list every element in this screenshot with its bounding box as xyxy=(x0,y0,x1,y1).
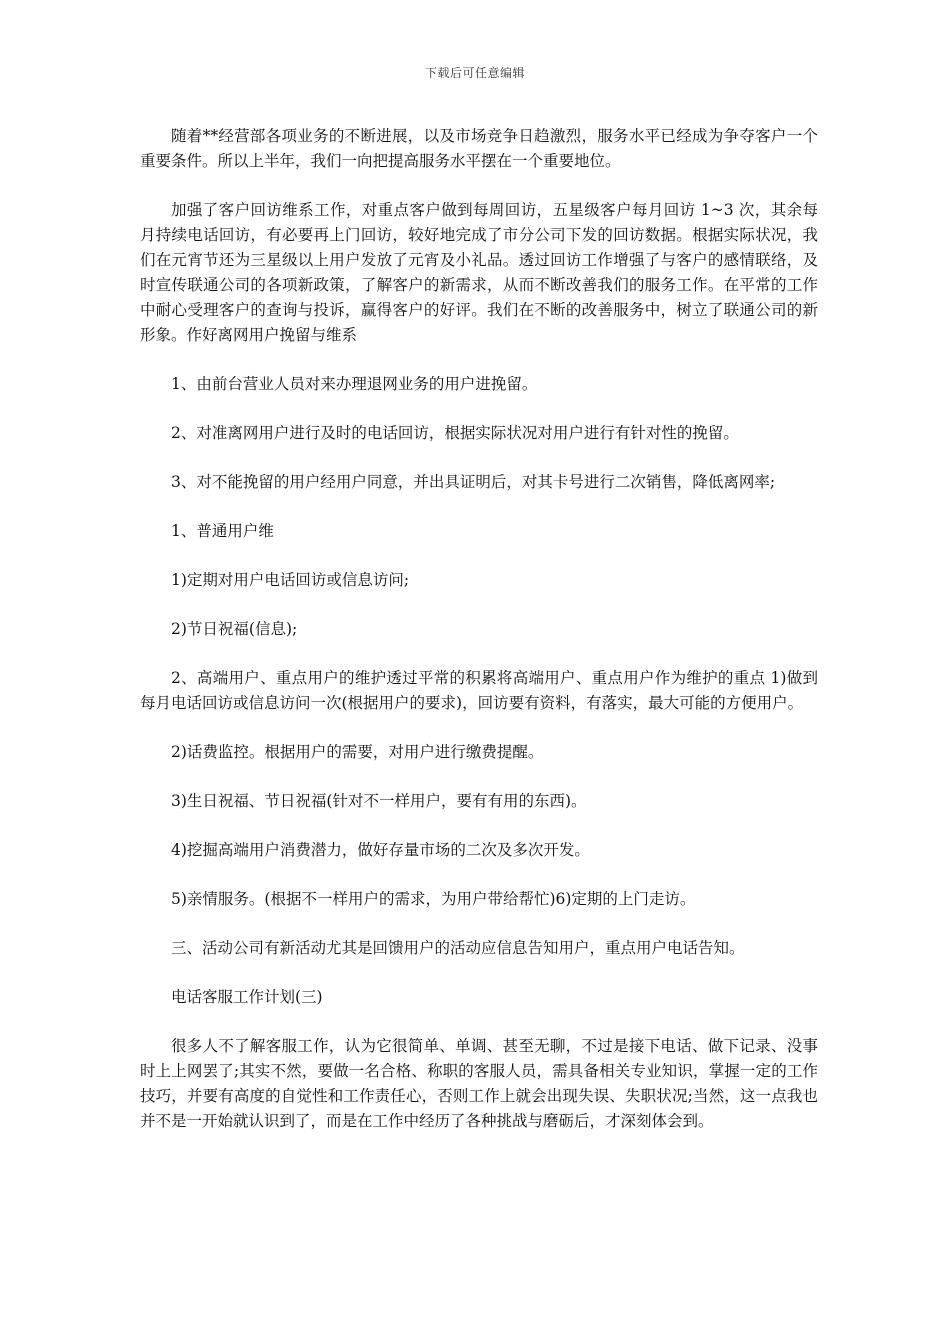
paragraph-service-reflection: 很多人不了解客服工作，认为它很简单、单调、甚至无聊，不过是接下电话、做下记录、没事时上上网罢了;其实不然，要做一名合格、称职的客服人员，需具备相关专业知识，掌握一定的工作技巧，并要有高度的自觉性和工作责任心，否则工作上就会出现失误、失职状况;当然，这一点我也并不是一开始就认识到了，而是在工作中经历了各种挑战与磨砺后，才深刻体会到。 xyxy=(140,1037,818,1130)
page-header: 下载后可任意编辑 xyxy=(424,66,525,80)
paragraph-high-end-5: 5)亲情服务。(根据不一样用户的需求，为用户带给帮忙)6)定期的上门走访。 xyxy=(171,890,696,908)
paragraph-high-end-users: 2、高端用户、重点用户的维护透过平常的积累将高端用户、重点用户作为维护的重点 1)做到每月电话回访或信息访问一次(根据用户的要求)，回访要有资料，有落实，最大可能的方便用户。 xyxy=(140,669,818,712)
paragraph-regular-users-2: 2)节日祝福(信息); xyxy=(171,620,298,638)
paragraph-customer-visits: 加强了客户回访维系工作，对重点客户做到每周回访，五星级客户每月回访 1~3 次，其余每月持续电话回访，有必要再上门回访，较好地完成了市分公司下发的回访数据。根据实际状况，我们在元宵节还为三星级以上用户发放了元宵及小礼品。透过回访工作增强了与客户的感情联络，及时宣传联通公司的各项新政策，了解客户的新需求，从而不断改善我们的服务工作。在平常的工作中耐心受理客户的查询与投诉，赢得客户的好评。我们在不断的改善服务中，树立了联通公司的新形象。作好离网用户挽留与维系 xyxy=(140,201,818,344)
paragraph-retention-3: 3、对不能挽留的用户经用户同意，并出具证明后，对其卡号进行二次销售，降低离网率; xyxy=(171,473,776,491)
paragraph-retention-1: 1、由前台营业人员对来办理退网业务的用户进挽留。 xyxy=(171,375,538,393)
paragraph-intro: 随着**经营部各项业务的不断进展，以及市场竞争日趋激烈，服务水平已经成为争夺客户一个重要条件。所以上半年，我们一向把提高服务水平摆在一个重要地位。 xyxy=(140,127,818,170)
paragraph-high-end-3: 3)生日祝福、节日祝福(针对不一样用户，要有有用的东西)。 xyxy=(171,792,587,810)
document-body xyxy=(140,124,818,1158)
paragraph-activities: 三、活动公司有新活动尤其是回馈用户的活动应信息告知用户，重点用户电话告知。 xyxy=(171,939,745,957)
section-heading: 电话客服工作计划(三) xyxy=(171,988,323,1006)
paragraph-retention-2: 2、对准离网用户进行及时的电话回访，根据实际状况对用户进行有针对性的挽留。 xyxy=(171,424,739,442)
paragraph-high-end-4: 4)挖掘高端用户消费潜力，做好存量市场的二次及多次开发。 xyxy=(171,841,590,859)
paragraph-regular-users: 1、普通用户维 xyxy=(171,522,274,540)
paragraph-regular-users-1: 1)定期对用户电话回访或信息访问; xyxy=(171,571,410,589)
paragraph-high-end-2: 2)话费监控。根据用户的需要，对用户进行缴费提醒。 xyxy=(171,743,544,761)
